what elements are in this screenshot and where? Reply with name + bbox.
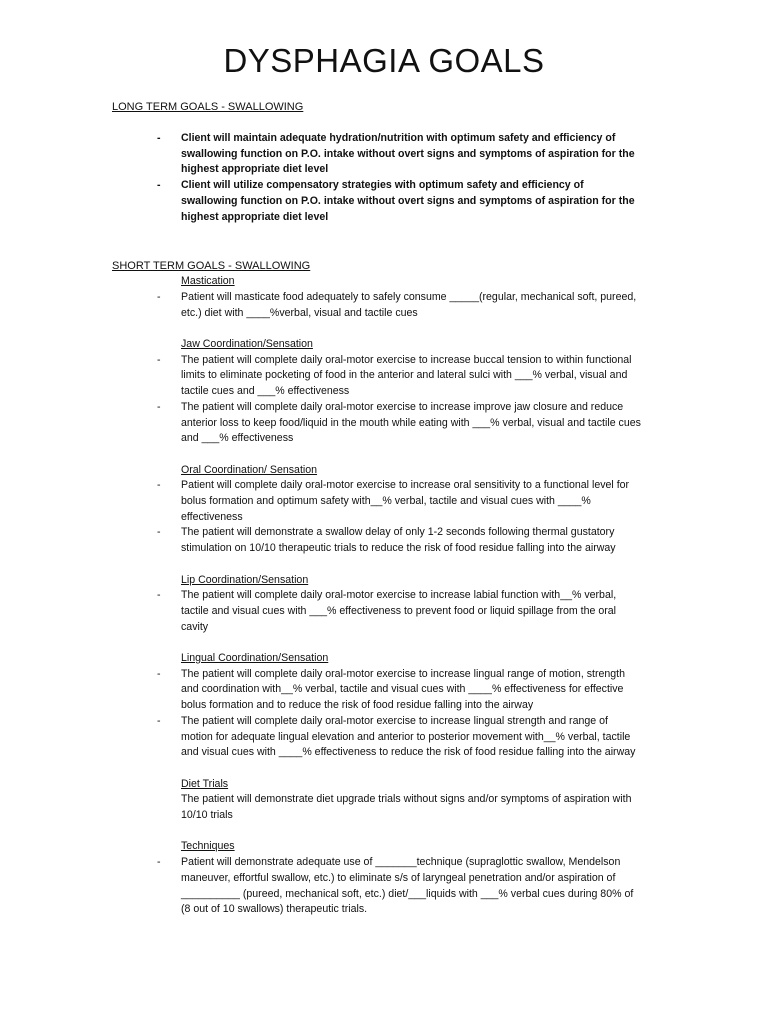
- goal-item: The patient will demonstrate diet upgrade trials without signs and/or symptoms of aspiration with 10/10 trials: [181, 793, 632, 822]
- goal-list: [181, 588, 728, 635]
- goal-list: [181, 855, 728, 918]
- short-term-heading: SHORT TERM GOALS - SWALLOWING: [112, 260, 311, 273]
- goal-item: - Patient will demonstrate adequate use of _______technique (supraglottic swallow, Mendelson maneuver, effortful swallow, etc.) to eliminate s/s of laryngeal penetration and/or aspiration of __________ (pureed, mechanical soft, etc.) diet/___liquids with ___% verbal cues during 80% of (8 out of 10 swallows) therapeutic trials.: [181, 855, 641, 918]
- section-mastication: [181, 274, 728, 321]
- section-diet-trials: [181, 777, 728, 824]
- long-term-goal: - Client will utilize compensatory strategies with optimum safety and efficiency of swallowing function on P.O. intake without overt signs and symptoms of aspiration for the highest appropriate diet level: [112, 178, 637, 225]
- goal-list: [181, 353, 728, 447]
- long-term-goals-list: [112, 131, 728, 225]
- goal-list: [181, 478, 728, 557]
- section-title: Diet Trials: [181, 777, 229, 790]
- page-title: DYSPHAGIA GOALS: [223, 42, 545, 79]
- goal-item: - The patient will complete daily oral-motor exercise to increase buccal tension to within functional limits to eliminate pocketing of food in the anterior and lateral sulci with ___% verbal, visual and tactile cues and ___% effectiveness: [181, 353, 641, 400]
- section-title: Jaw Coordination/Sensation: [181, 338, 313, 351]
- section-title: Lip Coordination/Sensation: [181, 573, 309, 586]
- section-title: Techniques: [181, 840, 235, 853]
- long-term-goal: - Client will maintain adequate hydration/nutrition with optimum safety and efficiency of swallowing function on P.O. intake without overt signs and symptoms of aspiration for the highest appropriate diet level: [112, 131, 637, 178]
- goal-item: - Patient will complete daily oral-motor exercise to increase oral sensitivity to a functional level for bolus formation and optimum safety with__% verbal, tactile and visual cues with ____% effectiveness: [181, 478, 641, 525]
- goal-item: - The patient will complete daily oral-motor exercise to increase labial function with__% verbal, tactile and visual cues with ___% effectiveness to prevent food or liquid spillage from the oral cavity: [181, 588, 641, 635]
- long-term-heading: LONG TERM GOALS - SWALLOWING: [112, 101, 304, 113]
- section-jaw-coordination: [181, 337, 728, 447]
- goal-item: - The patient will complete daily oral-motor exercise to increase improve jaw closure and reduce anterior loss to keep food/liquid in the mouth while eating with ___% verbal, visual and tactile cues and ___% effectiveness: [181, 400, 641, 447]
- section-title: Mastication: [181, 275, 235, 288]
- section-lip-coordination: [181, 573, 728, 636]
- goal-item: - The patient will complete daily oral-motor exercise to increase lingual strength and range of motion for adequate lingual elevation and anterior to posterior movement with__% verbal, tactile and visual cues with ____% effectiveness to reduce the risk of food residue falling into the airway: [181, 714, 641, 761]
- goal-item: - The patient will complete daily oral-motor exercise to increase lingual range of motion, strength and coordination with__% verbal, tactile and visual cues with ____% effectiveness for effective bolus formation and to reduce the risk of food residue falling into the airway: [181, 667, 641, 714]
- section-title: Oral Coordination/ Sensation: [181, 463, 318, 476]
- section-lingual-coordination: [181, 651, 728, 761]
- goal-item: - Patient will masticate food adequately to safely consume _____(regular, mechanical soft, pureed, etc.) diet with ____%verbal, visual and tactile cues: [181, 290, 641, 321]
- section-techniques: [181, 839, 728, 918]
- section-oral-coordination: [181, 463, 728, 557]
- goal-list: [181, 792, 728, 823]
- goal-list: [181, 667, 728, 761]
- goal-item: - The patient will demonstrate a swallow delay of only 1-2 seconds following thermal gustatory stimulation on 10/10 therapeutic trials to reduce the risk of food residue falling into the airway: [181, 525, 641, 556]
- goal-list: [181, 290, 728, 321]
- section-title: Lingual Coordination/Sensation: [181, 652, 329, 665]
